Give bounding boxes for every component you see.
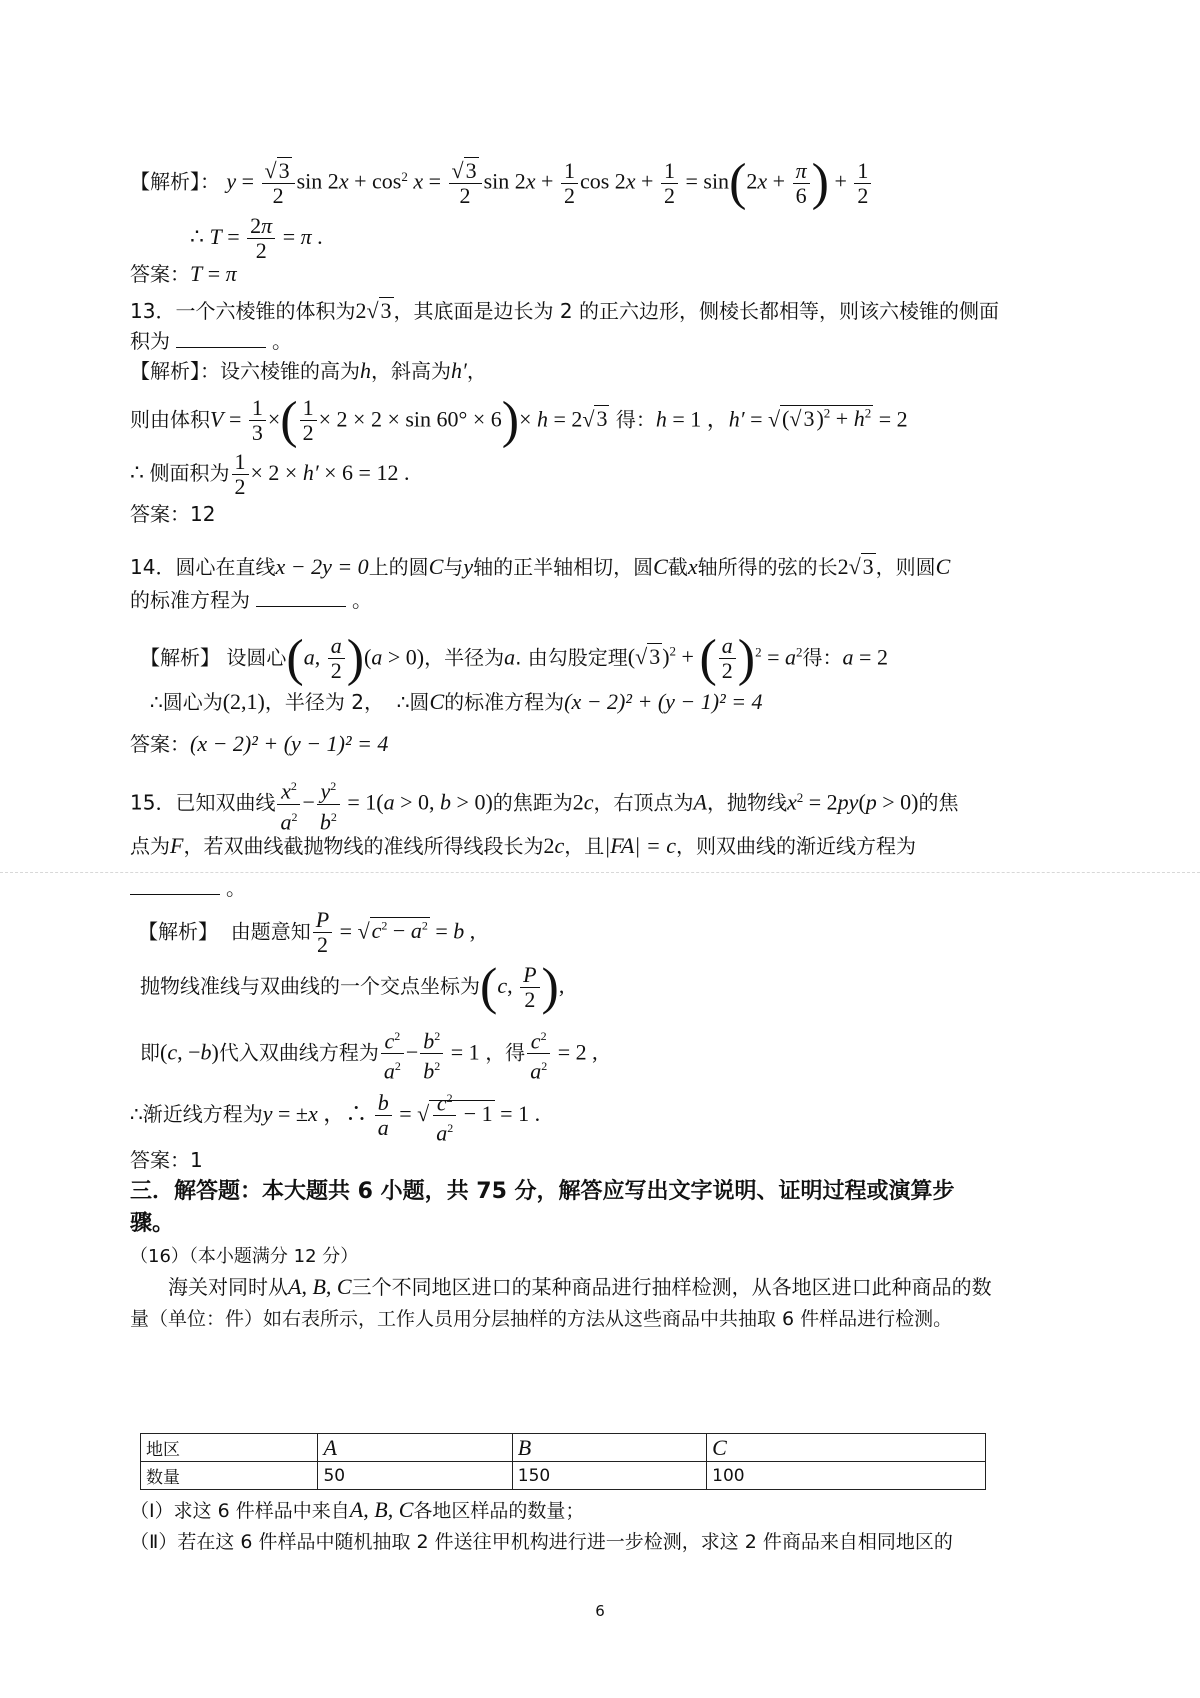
table-cell: B [512, 1434, 706, 1462]
q13-lateral-line: ∴ 侧面积为 $\frac{1}{2}$ × 2 × h′ × 6 = 12 . [130, 449, 410, 499]
q14-stem-line1: 14．圆心在直线x − 2y = 0上的圆C与y轴的正半轴相切，圆C截x轴所得的弦的长2√3 ，则圆C [130, 554, 951, 579]
q13-volume-line: 则由体积V = $\frac{1}{3}$ ×( $\frac{1}{2}$ × 2 × 2 × sin 60° × 6)× h = 2√3 得：h = 1 ，$h' = √(√3)^2 + h^2 = 2$ [130, 391, 908, 449]
answer-blank [176, 329, 266, 348]
q14-stem-line2: 的标准方程为 。 [130, 588, 372, 612]
q16-header: （16）（本小题满分 12 分） [130, 1246, 359, 1267]
table-cell: 地区 [141, 1434, 318, 1462]
q15-stem-line2: 点为F，若双曲线截抛物线的准线所得线段长为2c，且|FA| = c，则双曲线的渐近线方程为 [130, 833, 916, 858]
q15-stem-line1: 15．已知双曲线 $\frac{x^2}{a^2}$ − $\frac{y^2}{b^2}$ = 1(a > 0, b > 0)的焦距为2c，右顶点为A，抛物线$x^2 = 2py(p > 0)$的焦 [130, 770, 959, 834]
q15-stem-line3: 。 [130, 874, 246, 902]
q14-center-line: ∴圆心为(2,1)，半径为 2， ∴圆C的标准方程为(x − 2)² + (y − 1)² = 4 [150, 689, 763, 714]
q16-text-line1: 海关对同时从A, B, C三个不同地区进口的某种商品进行抽样检测，从各地区进口此种商品的数 [168, 1274, 992, 1299]
q14-answer: 答案：(x − 2)² + (y − 1)² = 4 [130, 731, 389, 756]
section-title-line2: 骤。 [130, 1211, 175, 1236]
q12-answer: 答案：T = π [130, 261, 237, 286]
q12-analysis-line: 【解析】： y = $\frac{√3}{2}$ $\sin 2x + \cos^2 x$ = $\frac{√3}{2}$ sin 2x + $\frac{1}{2}$ cos 2x + $\frac{1}{2}$ = sin(2x + $\frac{\pi}{6}$ ) + $\frac{1}{2}$ [130, 152, 873, 208]
answer-blank [256, 588, 346, 607]
table-cell: 150 [512, 1462, 706, 1490]
table-cell: 50 [318, 1462, 512, 1490]
answer-blank [130, 876, 220, 895]
table-row [141, 1462, 986, 1490]
page-break-dotted-line [0, 872, 1200, 873]
section-title-line1: 三．解答题：本大题共 6 小题，共 75 分，解答应写出文字说明、证明过程或演算步 [130, 1179, 955, 1204]
q15-answer: 答案：1 [130, 1148, 203, 1172]
q13-stem-line1: 13．一个六棱锥的体积为2√3 ，其底面是边长为 2 的正六边形，侧棱长都相等，则该六棱锥的侧面 [130, 298, 999, 323]
table-cell: C [707, 1434, 986, 1462]
analysis-tag: 【解析】： [130, 169, 220, 194]
table-cell: 数量 [141, 1462, 318, 1490]
q13-answer: 答案：12 [130, 502, 216, 526]
q14-analysis-line: 【解析】 设圆心(a, $\frac{a}{2}$ )(a > 0)，半径为a. 由勾股定理$(√3)^2$ + ( $\frac{a}{2}$ )$^2 = a^2$得：a = 2 [140, 629, 888, 687]
q16-part1: （Ⅰ）求这 6 件样品中来自A, B, C各地区样品的数量； [130, 1497, 585, 1522]
q15-analysis-line2: 抛物线准线与双曲线的一个交点坐标为(c, $\frac{P}{2}$ ), [140, 958, 565, 1016]
q15-analysis-line4: ∴渐近线方程为y = ±x ，∴ $\frac{b}{a}$ = √ $\frac{c^2}{a^2}$ − 1 = 1 . [130, 1086, 540, 1146]
q15-analysis-line3: 即(c, −b)代入双曲线方程为 $\frac{c^2}{a^2}$ − $\frac{b^2}{b^2}$ = 1 ，得 $\frac{c^2}{a^2}$ = 2 , [140, 1024, 598, 1084]
q16-part2: （Ⅱ）若在这 6 件样品中随机抽取 2 件送往甲机构进行进一步检测，求这 2 件商品来自相同地区的 [130, 1531, 953, 1553]
table-cell: A [318, 1434, 512, 1462]
table-cell: 100 [707, 1462, 986, 1490]
q13-stem-line2: 积为 。 [130, 329, 292, 353]
q15-analysis-line1: 【解析】 由题意知 $\frac{P}{2}$ = $√c^2 - a^2 = b$ , [138, 907, 476, 958]
q16-text-line2: 量（单位：件）如右表所示，工作人员用分层抽样的方法从这些商品中共抽取 6 件样品进行检测。 [130, 1308, 953, 1330]
q12-period: ∴ T = $\frac{2\pi}{2}$ = π . [190, 213, 323, 263]
table-row [141, 1434, 986, 1462]
page-number: 6 [595, 1602, 605, 1620]
math-formula: y [226, 168, 237, 194]
q13-analysis-line1: 【解析】：设六棱锥的高为h，斜高为h′， [130, 358, 487, 383]
quantity-table [140, 1433, 986, 1490]
